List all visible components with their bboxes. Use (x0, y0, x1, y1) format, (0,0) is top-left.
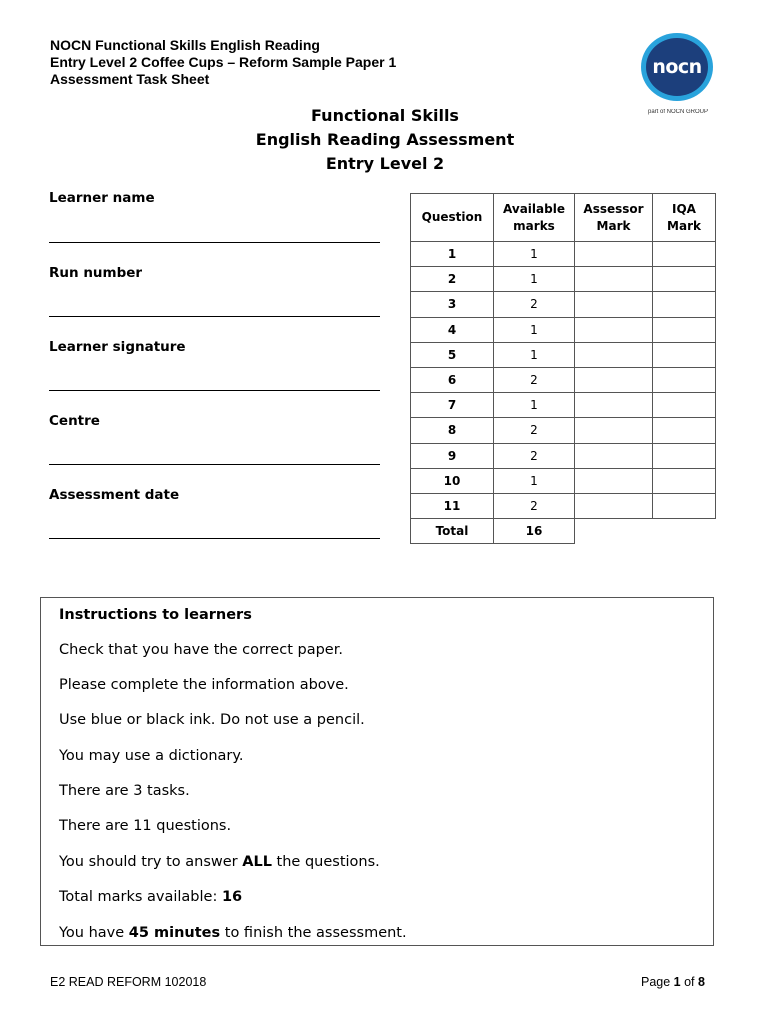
available-marks: 1 (494, 393, 575, 418)
table-row (411, 292, 716, 317)
header-iqa-mark: IQA Mark (653, 194, 716, 242)
header-line-2: Entry Level 2 Coffee Cups – Reform Sample Paper 1 (50, 54, 397, 70)
question-number: 7 (411, 393, 494, 418)
iqa-mark-cell[interactable] (653, 367, 716, 392)
instruction-line: Please complete the information above. (59, 677, 349, 693)
centre-field[interactable] (49, 464, 380, 465)
iqa-mark-cell[interactable] (653, 393, 716, 418)
iqa-mark-cell[interactable] (653, 418, 716, 443)
question-number: 4 (411, 317, 494, 342)
available-marks: 1 (494, 317, 575, 342)
assessor-mark-cell[interactable] (575, 242, 653, 267)
logo-tagline: part of NOCN GROUP (647, 109, 708, 115)
table-row (411, 267, 716, 292)
assessor-mark-cell[interactable] (575, 443, 653, 468)
iqa-mark-cell[interactable] (653, 493, 716, 518)
question-number: 5 (411, 342, 494, 367)
footer-code: E2 READ REFORM 102018 (50, 975, 207, 989)
total-label: Total (411, 519, 494, 544)
document-header (50, 37, 396, 88)
instructions-title: Instructions to learners (59, 607, 252, 623)
available-marks: 2 (494, 418, 575, 443)
instruction-line: You have 45 minutes to finish the assessment. (59, 925, 407, 941)
iqa-mark-cell[interactable] (653, 317, 716, 342)
instruction-line: You should try to answer ALL the questions. (59, 854, 380, 870)
iqa-mark-cell[interactable] (653, 267, 716, 292)
assessor-mark-cell[interactable] (575, 267, 653, 292)
question-number: 2 (411, 267, 494, 292)
table-row (411, 367, 716, 392)
marks-table (410, 193, 716, 544)
assessor-mark-cell[interactable] (575, 493, 653, 518)
question-number: 6 (411, 367, 494, 392)
table-row (411, 393, 716, 418)
available-marks: 1 (494, 242, 575, 267)
available-marks: 2 (494, 292, 575, 317)
table-row (411, 443, 716, 468)
assessment-date-field[interactable] (49, 538, 380, 539)
assessment-date-label: Assessment date (49, 487, 180, 503)
available-marks: 1 (494, 267, 575, 292)
run-number-field[interactable] (49, 316, 380, 317)
question-number: 11 (411, 493, 494, 518)
table-row (411, 242, 716, 267)
question-number: 3 (411, 292, 494, 317)
available-marks: 2 (494, 367, 575, 392)
learner-name-field[interactable] (49, 242, 380, 243)
table-row (411, 468, 716, 493)
header-line-3: Assessment Task Sheet (50, 71, 210, 87)
logo-text: nocn (652, 56, 702, 78)
question-number: 8 (411, 418, 494, 443)
iqa-mark-cell[interactable] (653, 342, 716, 367)
table-row (411, 342, 716, 367)
learner-signature-label: Learner signature (49, 339, 186, 355)
table-row (411, 493, 716, 518)
iqa-mark-cell[interactable] (653, 292, 716, 317)
assessor-mark-cell[interactable] (575, 317, 653, 342)
iqa-mark-cell[interactable] (653, 242, 716, 267)
header-assessor-mark: Assessor Mark (575, 194, 653, 242)
available-marks: 2 (494, 443, 575, 468)
instruction-line: There are 3 tasks. (59, 783, 190, 799)
instruction-line: There are 11 questions. (59, 818, 232, 834)
assessor-mark-cell[interactable] (575, 468, 653, 493)
title-line-2: English Reading Assessment (255, 130, 515, 149)
instructions-box (40, 597, 714, 946)
assessor-mark-cell[interactable] (575, 342, 653, 367)
question-number: 10 (411, 468, 494, 493)
table-row (411, 317, 716, 342)
available-marks: 1 (494, 342, 575, 367)
iqa-mark-cell[interactable] (653, 468, 716, 493)
instruction-line: You may use a dictionary. (59, 748, 244, 764)
question-number: 1 (411, 242, 494, 267)
title-line-3: Entry Level 2 (325, 154, 445, 173)
question-number: 9 (411, 443, 494, 468)
assessor-mark-cell[interactable] (575, 393, 653, 418)
run-number-label: Run number (49, 265, 143, 281)
logo-circle-icon (641, 33, 713, 101)
learner-signature-field[interactable] (49, 390, 380, 391)
header-available-marks: Available marks (494, 194, 575, 242)
header-line-1: NOCN Functional Skills English Reading (50, 37, 320, 53)
page-number: Page 1 of 8 (641, 975, 705, 989)
available-marks: 1 (494, 468, 575, 493)
iqa-mark-cell[interactable] (653, 443, 716, 468)
assessor-mark-cell[interactable] (575, 292, 653, 317)
header-question: Question (411, 194, 494, 242)
available-marks: 2 (494, 493, 575, 518)
instruction-line: Use blue or black ink. Do not use a pencil. (59, 712, 365, 728)
assessor-mark-cell[interactable] (575, 367, 653, 392)
assessor-mark-cell[interactable] (575, 418, 653, 443)
table-row (411, 418, 716, 443)
instruction-line: Check that you have the correct paper. (59, 642, 343, 658)
total-row (411, 519, 716, 544)
total-value: 16 (494, 519, 575, 544)
instruction-line: Total marks available: 16 (59, 889, 243, 905)
page-title (0, 104, 770, 176)
learner-name-label: Learner name (49, 190, 155, 206)
title-line-1: Functional Skills (311, 106, 459, 125)
centre-label: Centre (49, 413, 100, 429)
